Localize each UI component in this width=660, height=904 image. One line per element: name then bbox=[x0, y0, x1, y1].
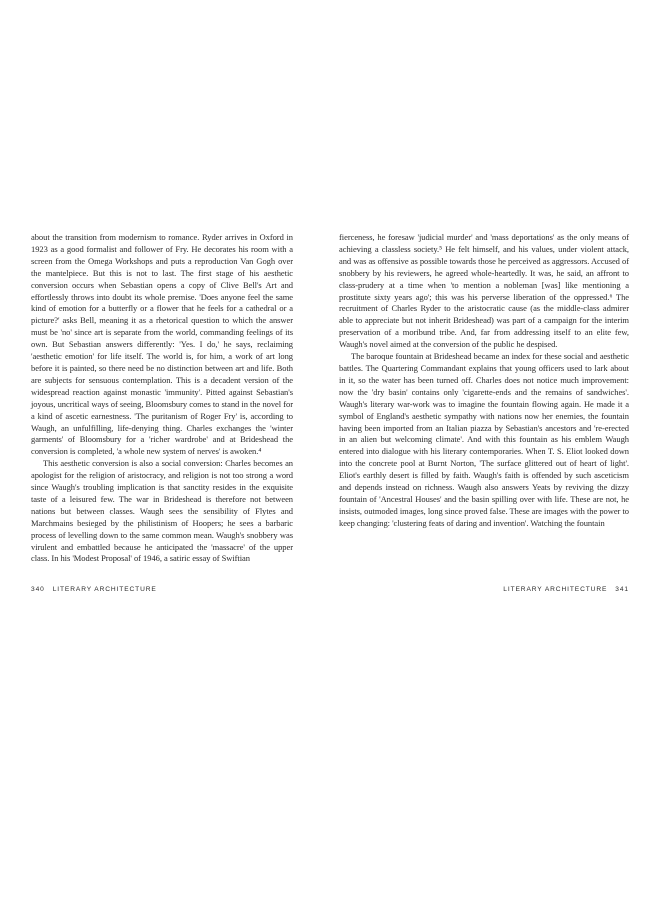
left-page-number: 340 bbox=[31, 586, 45, 593]
right-page-number: 341 bbox=[615, 586, 629, 593]
left-paragraph-1: about the transition from modernism to romance. Ryder arrives in Oxford in 1923 as a good formalist and follower of Fry. He decorates his room with a screen from the Omega Workshops and puts a reproduction Van Gogh over the mantelpiece. But this is not to last. The first stage of his aesthetic conversion occurs when Sebastian opens a copy of Clive Bell's Art and effortlessly throws into doubt its whole premise. 'Does anyone feel the same kind of emotion for a butterfly or a flower that he feels for a cathedral or a picture?' asks Bell, meaning it as a rhetorical question to which the answer must be 'no' since art is separate from the world, commanding feelings of its own. But Sebastian answers differently: 'Yes. I do,' he says, reclaiming 'aesthetic emotion' for life itself. The world is, for him, a work of art long before it is painted, so there need be no distinction between art and life. Both are subjects for sensuous contemplation. This is a decadent version of the widespread reaction against monastic 'immunity'. Pitted against Sebastian's joyous, uncritical ways of seeing, Bloomsbury comes to stand in the novel for a kind of ascetic earnestness. 'The puritanism of Roger Fry' is, according to Waugh, an unfulfilling, life-denying thing. Charles exchanges the 'winter garments' of Bloomsbury for a 'richer wardrobe' and at Brideshead the conversion is completed, 'a whole new system of nerves' is awoken.⁴ bbox=[31, 232, 293, 457]
left-running-head: LITERARY ARCHITECTURE bbox=[52, 586, 157, 593]
right-footer bbox=[503, 586, 629, 593]
right-paragraph-2: The baroque fountain at Brideshead became an index for these social and aesthetic battles. The Quartering Commandant explains that young officers used to lark about in it, so the water has been turned off. Charles does not notice much improvement: now the 'dry basin' contains only 'cigarette-ends and the remains of sandwiches'. Waugh's literary war-work was to imagine the fountain flowing again. He made it a symbol of England's aesthetic sympathy with nations now her enemies, the fountain having been imported from an Italian piazza by Sebastian's ancestors and 're-erected in an alien but welcoming climate'. And with this fountain as his emblem Waugh entered into dialogue with his literary contemporaries. When T. S. Eliot looked down into the concrete pool at Burnt Norton, 'The surface glittered out of heart of light'. Eliot's earthly desert is filled by faith. Waugh's faith is offended by such asceticism and depends instead on richness. Waugh also answers Yeats by reviving the dizzy fountain of 'Ancestral Houses' and the basin spilling over with life. These are not, he insists, outmoded images, long since proved false. These are images with the power to keep changing: 'clustering feats of daring and invention'. Watching the fountain bbox=[339, 351, 629, 528]
right-running-head: LITERARY ARCHITECTURE bbox=[503, 586, 608, 593]
right-page-body bbox=[339, 232, 629, 530]
right-paragraph-1: fierceness, he foresaw 'judicial murder' and 'mass deportations' as the only means of achieving a classless society.⁵ He felt himself, and his values, under violent attack, and was as offensive as possible towards those he perceived as aggressors. Accused of snobbery by his reviewers, he agreed whole-heartedly. It was, he said, an affront to class-prudery at a time when 'to mention a nobleman [was] like mentioning a prostitute sixty years ago'; this was his perverse liberation of the oppressed.⁶ The recruitment of Charles Ryder to the aristocratic cause (as the middle-class admirer able to appreciate but not inherit Brideshead) was part of a campaign for the interim preservation of a moribund tribe. And, far from addressing itself to an elite few, Waugh's novel aimed at the conversion of the public he despised. bbox=[339, 232, 629, 350]
left-paragraph-2: This aesthetic conversion is also a social conversion: Charles becomes an apologist for the religion of aristocracy, and religion is not too strong a word since Waugh's troubling implication is that sanctity resides in the exquisite taste of a leisured few. The war in Brideshead is therefore not between nations but between classes. Waugh sees the sensibility of Flytes and Marchmains besieged by the philistinism of Hoopers; he sees a barbaric process of levelling down to the same common mean. Waugh's snobbery was virulent and embattled because he anticipated the 'massacre' of the upper class. In his 'Modest Proposal' of 1946, a satiric essay of Swiftian bbox=[31, 458, 293, 564]
left-footer bbox=[31, 586, 157, 593]
left-page-body bbox=[31, 232, 293, 565]
